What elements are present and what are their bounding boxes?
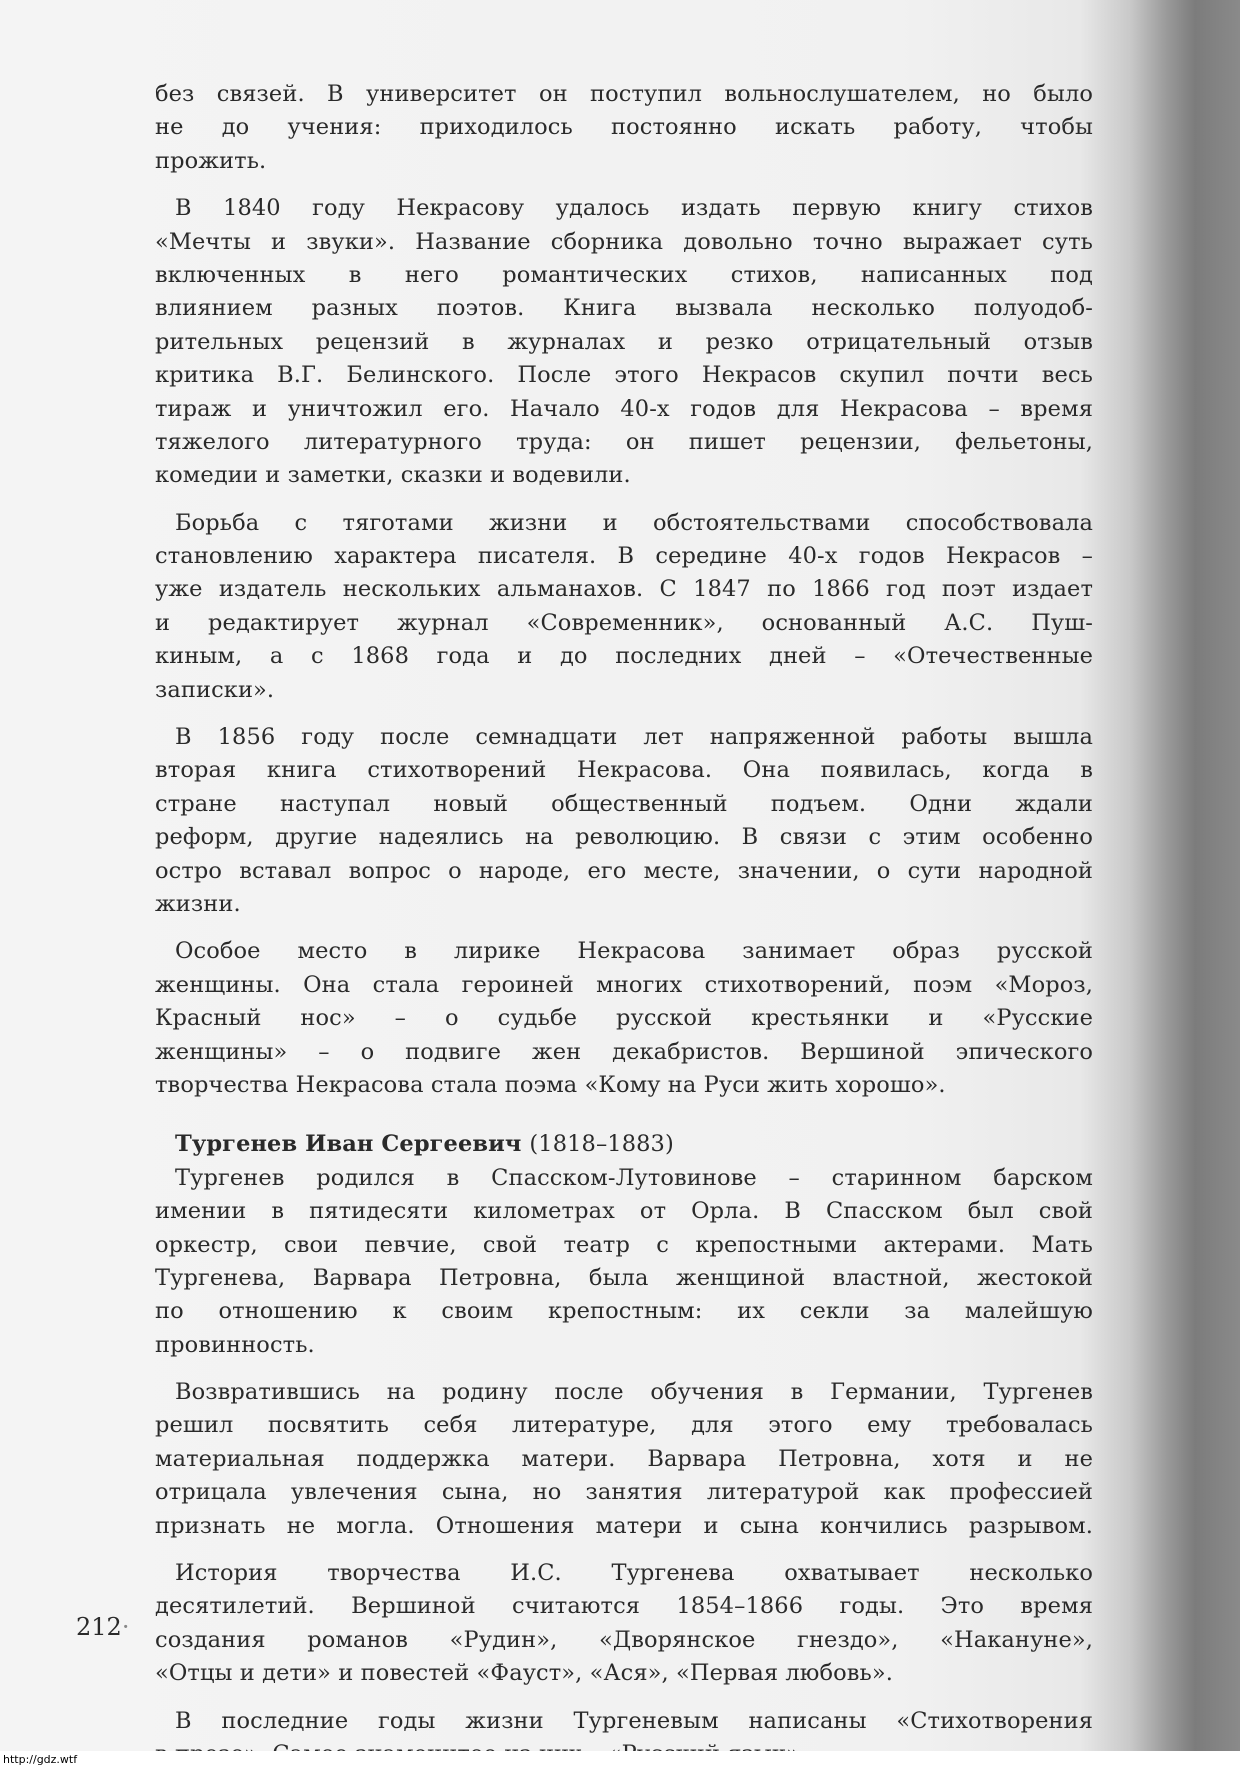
text-line: создания романов «Рудин», «Дворянское гнездо», «Накануне», bbox=[155, 1626, 1093, 1653]
page-text bbox=[155, 78, 1093, 1771]
text-line: без связей. В университет он поступил вольнослушателем, но было bbox=[155, 81, 1093, 107]
text-line: вторая книга стихотворений Некрасова. Она появилась, когда в bbox=[155, 757, 1093, 784]
paragraph-4 bbox=[155, 721, 1093, 921]
text-line: по отношению к своим крепостным: их секли за малейшую bbox=[155, 1298, 1093, 1325]
paragraph-7 bbox=[155, 1376, 1093, 1543]
text-line: женщины. Она стала героиней многих стихотворений, поэм «Мороз, bbox=[155, 971, 1093, 998]
text-line: комедии и заметки, сказки и водевили. bbox=[155, 462, 631, 489]
text-line: стране наступал новый общественный подъем. Одни ждали bbox=[155, 790, 1093, 817]
text-line: критика В.Г. Белинского. После этого Некрасов скупил почти весь bbox=[155, 362, 1093, 389]
text-line: имении в пятидесяти километрах от Орла. В Спасском был свой bbox=[155, 1198, 1093, 1225]
text-line: реформ, другие надеялись на революцию. В связи с этим особенно bbox=[155, 824, 1093, 851]
text-line: Особое место в лирике Некрасова занимает образ русской bbox=[175, 938, 1093, 965]
text-line: Борьба с тяготами жизни и обстоятельствами способствовала bbox=[175, 509, 1093, 536]
text-line: уже издатель нескольких альманахов. С 1847 по 1866 год поэт издает bbox=[155, 576, 1093, 603]
text-line: жизни. bbox=[155, 890, 241, 917]
text-line: записки». bbox=[155, 676, 275, 703]
text-line: Тургенева, Варвара Петровна, была женщиной властной, жестокой bbox=[155, 1264, 1093, 1291]
text-line: и редактирует журнал «Современник», основанный А.С. Пуш- bbox=[155, 609, 1093, 636]
text-line: «Мечты и звуки». Название сборника довольно точно выражает суть bbox=[155, 228, 1093, 255]
text-line: «Отцы и дети» и повестей «Фауст», «Ася», «Первая любовь». bbox=[155, 1660, 893, 1687]
paragraph-6 bbox=[155, 1162, 1093, 1362]
text-line: материальная поддержка матери. Варвара Петровна, хотя и не bbox=[155, 1445, 1093, 1472]
text-line: женщины» – о подвиге жен декабристов. Вершиной эпического bbox=[155, 1038, 1093, 1065]
text-line: отрицала увлечения сына, но занятия литературой как профессией bbox=[155, 1479, 1093, 1506]
watermark-link[interactable]: http://gdz.wtf bbox=[3, 1753, 78, 1766]
paragraph-8 bbox=[155, 1557, 1093, 1691]
text-line: прожить. bbox=[155, 147, 267, 174]
section-heading bbox=[155, 1128, 1093, 1161]
text-line: История творчества И.С. Тургенева охватывает несколько bbox=[175, 1560, 1093, 1587]
text-line: В последние годы жизни Тургеневым написаны «Стихотворения bbox=[175, 1707, 1093, 1734]
paragraph-5 bbox=[155, 935, 1093, 1102]
text-line: не до учения: приходилось постоянно искать работу, чтобы bbox=[155, 114, 1093, 141]
text-line: рительных рецензий в журналах и резко отрицательный отзыв bbox=[155, 328, 1093, 355]
text-line: тяжелого литературного труда: он пишет рецензии, фельетоны, bbox=[155, 428, 1093, 455]
text-line: В 1856 году после семнадцати лет напряженной работы вышла bbox=[175, 724, 1093, 751]
text-line: включенных в него романтических стихов, написанных под bbox=[155, 261, 1093, 288]
page-number: 212· bbox=[76, 1613, 130, 1641]
heading-name: Тургенев Иван Сергеевич bbox=[175, 1131, 522, 1158]
text-line: Тургенев родился в Спасском-Лутовинове – старинном барском bbox=[175, 1164, 1093, 1191]
text-line: творчества Некрасова стала поэма «Кому на Руси жить хорошо». bbox=[155, 1071, 946, 1098]
text-line: В 1840 году Некрасову удалось издать первую книгу стихов bbox=[175, 195, 1093, 222]
heading-years: (1818–1883) bbox=[529, 1131, 674, 1158]
text-line: оркестр, свои певчие, свой театр с крепостными актерами. Мать bbox=[155, 1231, 1093, 1258]
watermark-bar bbox=[0, 1751, 1240, 1771]
paragraph-3 bbox=[155, 507, 1093, 707]
text-line: признать не могла. Отношения матери и сына кончились разрывом. bbox=[155, 1512, 1093, 1539]
text-line: Возвратившись на родину после обучения в Германии, Тургенев bbox=[175, 1379, 1093, 1406]
paragraph-1 bbox=[155, 78, 1093, 178]
text-line: влиянием разных поэтов. Книга вызвала несколько полуодоб- bbox=[155, 295, 1093, 322]
text-line: провинность. bbox=[155, 1331, 315, 1358]
text-line: Красный нос» – о судьбе русской крестьянки и «Русские bbox=[155, 1005, 1093, 1032]
text-line: киным, а с 1868 года и до последних дней – «Отечественные bbox=[155, 643, 1093, 670]
text-line: десятилетий. Вершиной считаются 1854–1866 годы. Это время bbox=[155, 1593, 1093, 1620]
paragraph-2 bbox=[155, 192, 1093, 493]
text-line: тираж и уничтожил его. Начало 40-х годов для Некрасова – время bbox=[155, 395, 1093, 422]
text-line: становлению характера писателя. В середине 40-х годов Некрасов – bbox=[155, 543, 1093, 570]
text-line: остро вставал вопрос о народе, его месте, значении, о сути народной bbox=[155, 857, 1093, 884]
page-number-value: 212 bbox=[76, 1613, 122, 1641]
text-line: решил посвятить себя литературе, для этого ему требовалась bbox=[155, 1412, 1093, 1439]
